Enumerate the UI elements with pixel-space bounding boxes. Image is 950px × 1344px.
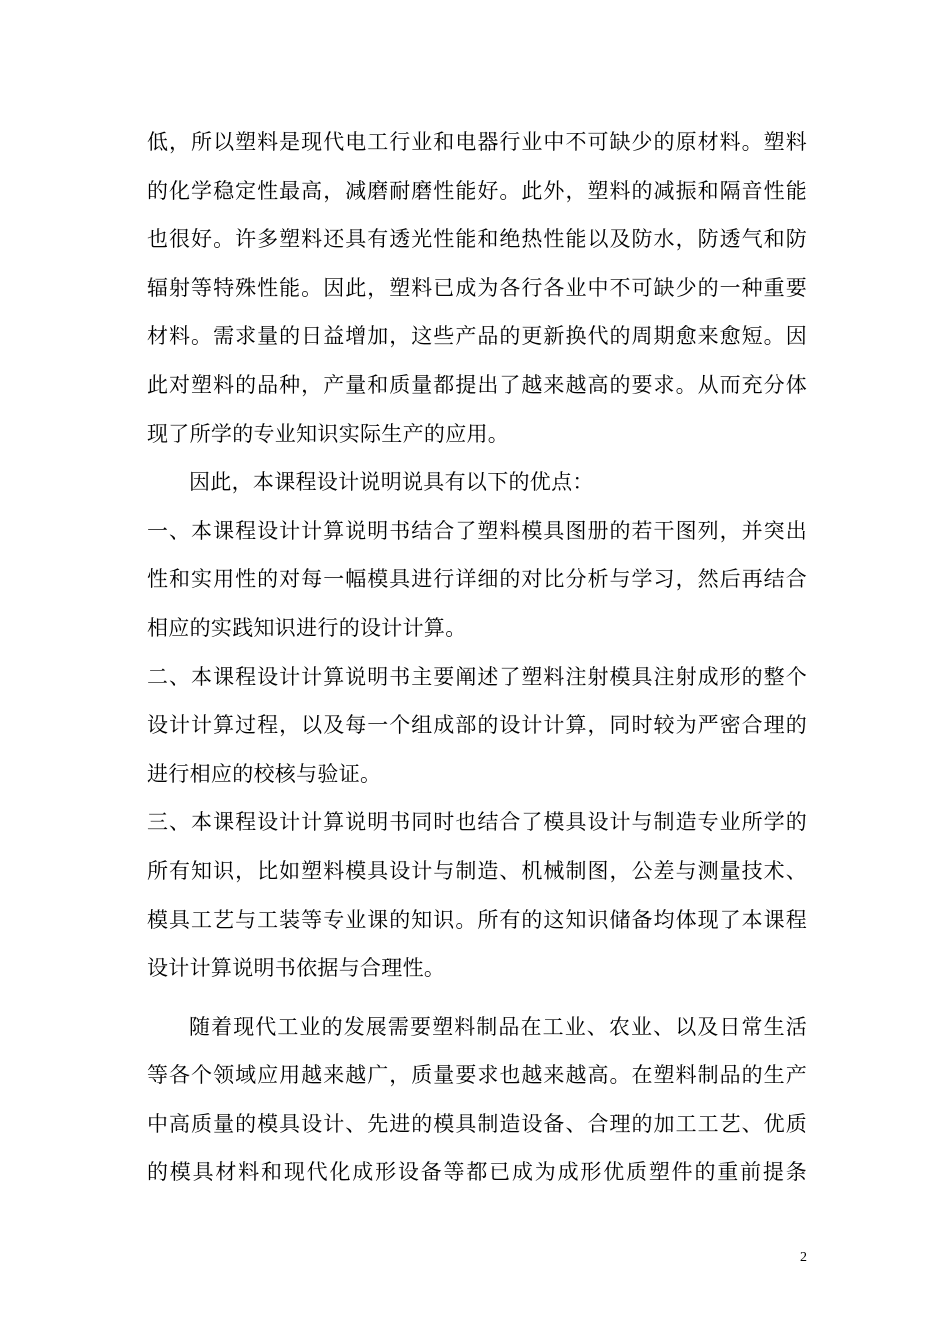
text-line: 材料。需求量的日益增加，这些产品的更新换代的周期愈来愈短。因 — [147, 324, 807, 349]
paragraph-advantages-intro — [147, 458, 807, 507]
text-line: 辐射等特殊性能。因此，塑料已成为各行各业中不可缺少的一种重要 — [147, 275, 807, 300]
body-text — [147, 118, 807, 1197]
text-line: 随着现代工业的发展需要塑料制品在工业、农业、以及日常生活 — [189, 1014, 807, 1039]
text-line: 此对塑料的品种，产量和质量都提出了越来越高的要求。从而充分体 — [147, 372, 807, 397]
text-line: 模具工艺与工装等专业课的知识。所有的这知识储备均体现了本课程 — [147, 907, 807, 932]
text-line: 的模具材料和现代化成形设备等都已成为成形优质塑件的重前提条 — [147, 1160, 807, 1185]
text-line: 一、本课程设计计算说明书结合了塑料模具图册的若干图列，并突出 — [147, 518, 807, 543]
paragraph-point-3 — [147, 798, 807, 992]
text-line: 现了所学的专业知识实际生产的应用。 — [147, 421, 510, 446]
text-line: 三、本课程设计计算说明书同时也结合了模具设计与制造专业所学的 — [147, 810, 807, 835]
text-line: 中高质量的模具设计、先进的模具制造设备、合理的加工工艺、优质 — [147, 1111, 807, 1136]
text-line: 的化学稳定性最高，减磨耐磨性能好。此外，塑料的减振和隔音性能 — [147, 178, 807, 203]
paragraph-intro — [147, 118, 807, 458]
text-line: 二、本课程设计计算说明书主要阐述了塑料注射模具注射成形的整个 — [147, 664, 807, 689]
text-line: 性和实用性的对每一幅模具进行详细的对比分析与学习，然后再结合 — [147, 567, 807, 592]
text-line: 进行相应的校核与验证。 — [147, 761, 382, 786]
page-number: 2 — [800, 1250, 807, 1265]
text-line: 设计计算说明书依据与合理性。 — [147, 956, 446, 981]
text-line: 低，所以塑料是现代电工行业和电器行业中不可缺少的原材料。塑料 — [147, 130, 807, 154]
text-line: 相应的实践知识进行的设计计算。 — [147, 615, 467, 640]
paragraph-point-1 — [147, 507, 807, 653]
paragraph-point-2 — [147, 653, 807, 799]
text-line: 因此，本课程设计说明说具有以下的优点： — [189, 470, 594, 495]
text-line: 设计计算过程，以及每一个组成部的设计计算，同时较为严密合理的 — [147, 713, 807, 738]
text-line: 所有知识，比如塑料模具设计与制造、机械制图，公差与测量技术、 — [147, 858, 807, 883]
text-line: 也很好。许多塑料还具有透光性能和绝热性能以及防水，防透气和防 — [147, 227, 807, 252]
text-line: 等各个领域应用越来越广，质量要求也越来越高。在塑料制品的生产 — [147, 1063, 807, 1088]
paragraph-closing — [147, 1003, 807, 1197]
